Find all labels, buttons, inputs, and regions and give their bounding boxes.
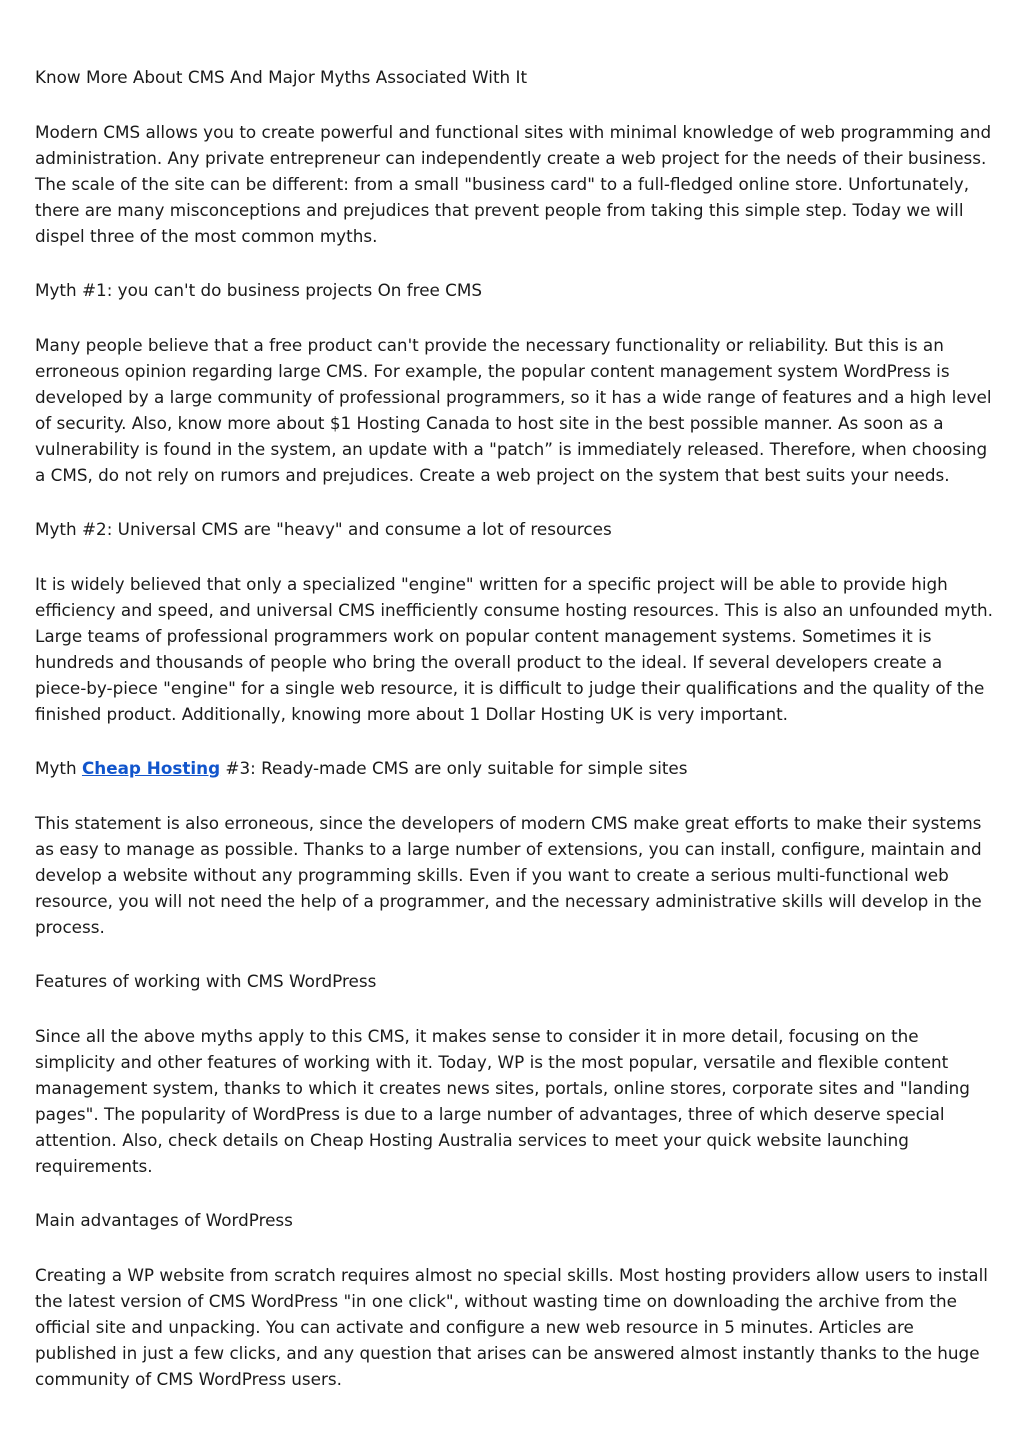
features-heading: Features of working with CMS WordPress [35, 971, 377, 991]
myth1-paragraph: Many people believe that a free product can't provide the necessary functionality or reliability. But this is an erroneous opinion regarding large CMS. For example, the popular content management system WordPress is developed by a large community of professional programmers, so it has a wide range of features and a high level of security. Also, know more about $1 Hosting Canada to host site in the best possible manner. As soon as a vulnerability is found in the system, an update with a "patch” is immediately released. Therefore, when choosing a CMS, do not rely on rumors and prejudices. Create a web project on the system that best suits your needs. [35, 334, 992, 485]
myth3-heading-prefix: Myth [35, 758, 82, 778]
advantages-paragraph: Creating a WP website from scratch requires almost no special skills. Most hosting providers allow users to install the latest version of CMS WordPress "in one click", without wasting time on downloading the archive from the official site and unpacking. You can activate and configure a new web resource in 5 minutes. Articles are published in just a few clicks, and any question that arises can be answered almost instantly thanks to the huge community of CMS WordPress users. [35, 1264, 988, 1389]
myth2-heading: Myth #2: Universal CMS are "heavy" and consume a lot of resources [35, 519, 612, 539]
features-paragraph: Since all the above myths apply to this CMS, it makes sense to consider it in more detail, focusing on the simplicity and other features of working with it. Today, WP is the most popular, versatile and flexible content management system, thanks to which it creates news sites, portals, online stores, corporate sites and "landing pages". The popularity of WordPress is due to a large number of advantages, three of which deserve special attention. Also, check details on Cheap Hosting Australia services to meet your quick website launching requirements. [35, 1025, 970, 1176]
document-page [35, 64, 993, 1420]
intro-paragraph: Modern CMS allows you to create powerful and functional sites with minimal knowledge of web programming and administration. Any private entrepreneur can independently create a web project for the needs of their business. The scale of the site can be different: from a small "business card" to a full-fledged online store. Unfortunately, there are many misconceptions and prejudices that prevent people from taking this simple step. Today we will dispel three of the most common myths. [35, 121, 992, 246]
cheap-hosting-link[interactable]: Cheap Hosting [81, 758, 221, 778]
document-title: Know More About CMS And Major Myths Associated With It [35, 67, 528, 87]
advantages-heading: Main advantages of WordPress [35, 1210, 293, 1230]
myth3-paragraph: This statement is also erroneous, since the developers of modern CMS make great efforts to make their systems as easy to manage as possible. Thanks to a large number of extensions, you can install, configure, maintain and develop a website without any programming skills. Even if you want to create a serious multi-functional web resource, you will not need the help of a programmer, and the necessary administrative skills will develop in the process. [35, 812, 982, 937]
myth3-heading [35, 755, 993, 781]
myth2-paragraph: It is widely believed that only a specialized "engine" written for a specific project will be able to provide high efficiency and speed, and universal CMS inefficiently consume hosting resources. This is also an unfounded myth. Large teams of professional programmers work on popular content management systems. Sometimes it is hundreds and thousands of people who bring the overall product to the ideal. If several developers create a piece-by-piece "engine" for a single web resource, it is difficult to judge their qualifications and the quality of the finished product. Additionally, knowing more about 1 Dollar Hosting UK is very important. [35, 573, 993, 724]
myth3-heading-suffix: #3: Ready-made CMS are only suitable for simple sites [220, 758, 688, 778]
myth1-heading: Myth #1: you can't do business projects On free CMS [35, 280, 483, 300]
